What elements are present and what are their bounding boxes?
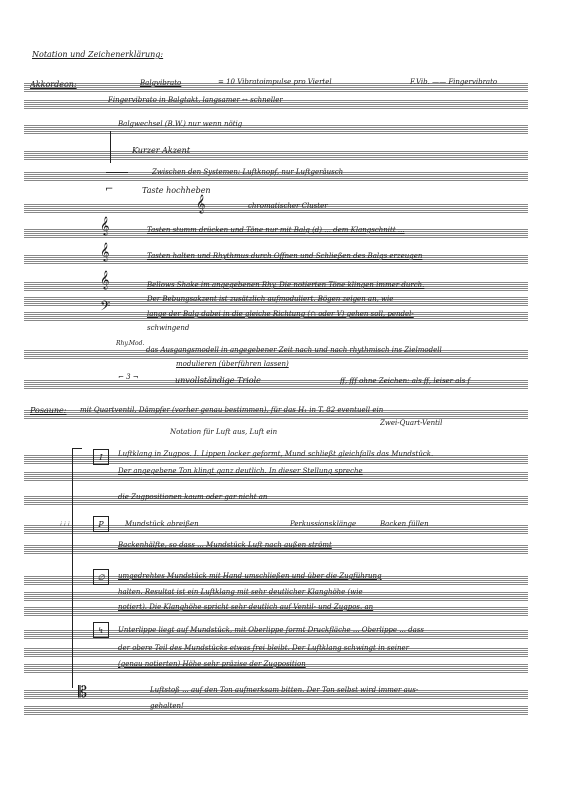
treble-clef-icon: 𝄞: [100, 242, 110, 261]
accordion-line1b: = 10 Vibratoimpulse pro Viertel: [218, 78, 332, 86]
trombone-item4-b: der obere Teil des Mundstücks etwas frei bleibt. Der Luftklang schwingt in seiner: [118, 644, 410, 652]
accordion-line6: Taste hochheben: [142, 186, 211, 195]
tenor-clef-icon: 𝄡: [78, 682, 87, 701]
accordion-line2: Fingervibrato in Balgtakt, langsamer ↔ schneller: [108, 96, 283, 104]
air-button-dash: [106, 172, 128, 173]
treble-clef-icon: 𝄞: [100, 216, 110, 235]
accordion-line11: lange der Balg dabei in die gleiche Richtung (∩ oder V) gehen soll, pendel-: [147, 310, 414, 318]
accordion-line15: unvollständige Triole: [175, 376, 261, 385]
accordion-line12: schwingend: [147, 324, 190, 332]
accent-bracket: [110, 131, 111, 163]
system-bracket: [72, 448, 73, 688]
bebung-mod-label: Rhy.Mod.: [116, 340, 144, 347]
accordion-line10: Der Bebungsakzent ist zusätzlich aufmoduliert. Bögen zeigen an, wie: [147, 295, 394, 303]
trombone-item4-a: Unterlippe liegt auf Mundstück, mit Oberlippe formt Druckfläche ... Oberlippe ... dass: [118, 626, 425, 634]
trombone-item3-c: notiert). Die Klanghöhe spricht sehr deutlich auf Ventil- und Zugpos. an: [118, 603, 374, 611]
accordion-line3: Balgwechsel (B.W.) nur wenn nötig: [118, 120, 243, 128]
accordion-line4: Kurzer Akzent: [132, 146, 191, 155]
treble-clef-icon: 𝄞: [196, 194, 206, 213]
accordion-line1c: F.Vib. —— Fingervibrato: [410, 78, 498, 86]
trombone-item4-c: (genau notierten) Höhe sehr präzise der Zugposition: [118, 660, 306, 668]
accordion-line5: Zwischen den Systemen: Luftknopf, nur Luftgeräusch: [152, 168, 344, 176]
trombone-item3-a: umgedrehtes Mundstück mit Hand umschließen und über die Zugführung: [118, 572, 382, 580]
trombone-line2: Notation für Luft aus, Luft ein: [170, 428, 278, 436]
position-box-1: I: [93, 449, 109, 465]
staff: [24, 706, 528, 715]
trombone-item2-a: Mundstück abreißen: [125, 520, 199, 528]
accordion-line7: Tasten stumm drücken und Töne nur mit Balg (d) ... dem Klangschnitt ...: [147, 226, 405, 234]
triplet-bracket-icon: ⌐ 3 ¬: [118, 373, 139, 381]
trombone-item2-b: Perkussionsklänge: [290, 520, 357, 528]
trombone-item1-c: die Zugpositionen kaum oder gar nicht an: [118, 493, 268, 501]
accordion-line15b: ff, fff ohne Zeichen: als ff, leiser als f: [340, 377, 471, 385]
treble-clef-icon: 𝄞: [100, 270, 110, 289]
staff: [24, 151, 528, 160]
accordion-heading: Akkordeon:: [30, 80, 77, 89]
trombone-heading: Posaune:: [30, 406, 67, 415]
trombone-item5-b: gehalten!: [150, 702, 184, 710]
accordion-line14: modulieren (überführen lassen): [176, 360, 289, 368]
position-box-2: P: [93, 516, 109, 532]
bracket-annotation: ⁞ ⁞ ⁞: [60, 521, 70, 528]
trombone-item3-b: halten. Resultat ist ein Luftklang mit sehr deutlicher Klanghöhe (wie: [118, 588, 363, 596]
accordion-line9: Bellows Shake im angegebenen Rhy. Die notierten Töne klingen immer durch.: [147, 281, 425, 289]
accordion-line8: Tasten halten und Rhythmus durch Öffnen und Schließen des Balgs erzeugen: [147, 252, 423, 260]
position-box-4: ↯: [93, 622, 109, 638]
position-box-3: ∅: [93, 569, 109, 585]
trombone-item1-a: Luftklang in Zugpos. I. Lippen locker geformt, Mund schließt gleichfalls das Mundstück.: [118, 450, 434, 458]
page-title: Notation und Zeichenerklärung:: [32, 50, 164, 59]
trombone-item5-a: Luftstoß ... auf den Ton aufmerksam bitten. Der Ton selbst wird immer aus-: [150, 686, 419, 694]
accordion-line6b: chromatischer Cluster: [248, 202, 328, 210]
trombone-line1b: Zwei-Quart-Ventil: [380, 419, 443, 427]
bass-clef-icon: 𝄢: [100, 298, 111, 317]
trombone-item1-b: Der angegebene Ton klingt ganz deutlich. In dieser Stellung spreche: [118, 467, 363, 475]
trombone-item2-d: Backenhälfte, so dass ... Mundstück Luft nach außen strömt: [118, 541, 332, 549]
accordion-line1: Balgvibrato: [140, 79, 182, 87]
accordion-line13: das Ausgangsmodell in angegebener Zeit nach und nach rhythmisch ins Zielmodell: [146, 346, 442, 354]
trombone-line1: mit Quartventil, Dämpfer (vorher genau bestimmen), für das H₁ in T. 82 eventuell ein: [80, 406, 384, 414]
trombone-item2-c: Backen füllen: [380, 520, 429, 528]
lift-arrow-icon: ⌐: [105, 184, 114, 195]
system-bracket-top: [72, 448, 82, 449]
